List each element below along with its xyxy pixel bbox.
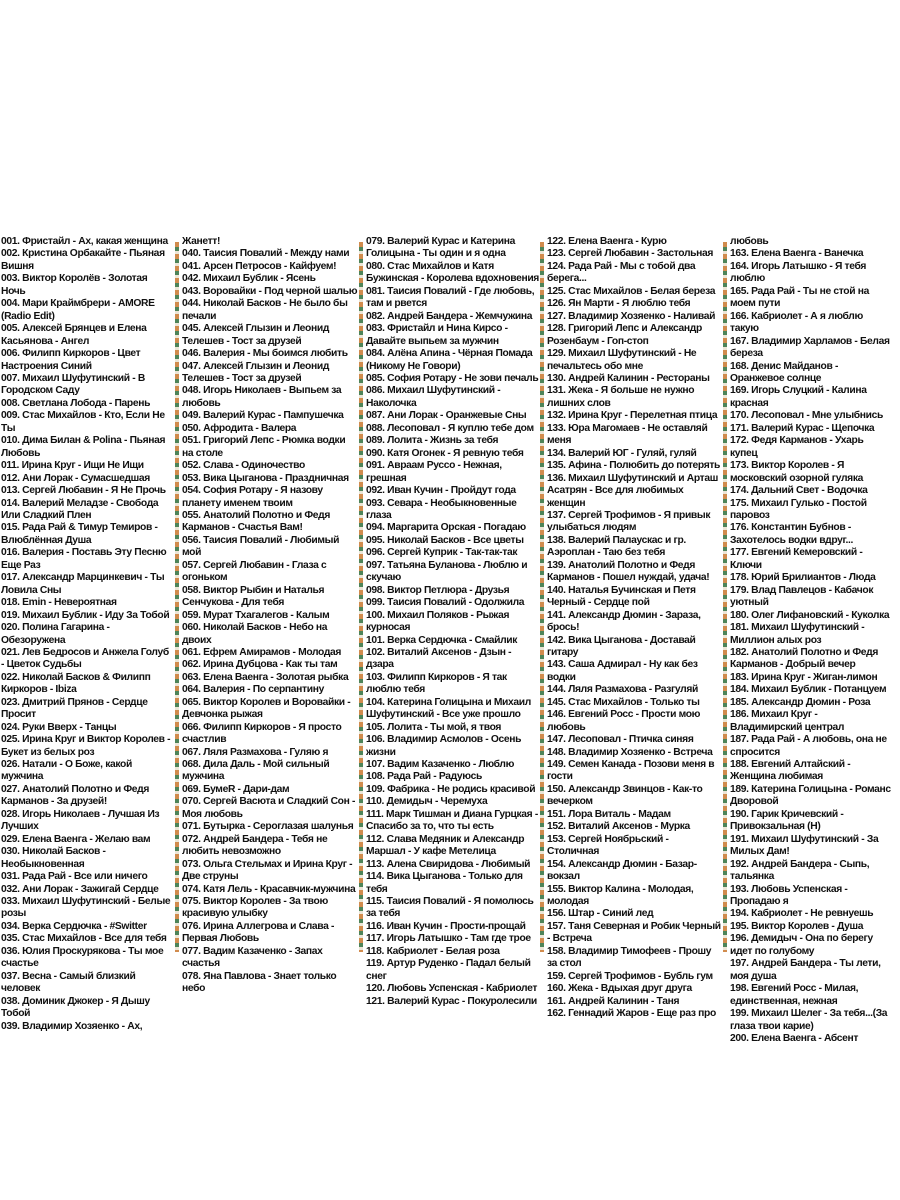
track-entry: 200. Елена Ваенга - Абсент xyxy=(730,1033,859,1044)
track-entry: 137. Сергей Трофимов - Я привык улыбаться людям xyxy=(547,509,711,534)
track-entry: 152. Виталий Аксенов - Мурка xyxy=(547,821,690,833)
track-entry: 119. Артур Руденко - Падал белый снег xyxy=(366,958,531,982)
track-entry: 063. Елена Ваенга - Золотая рыбка xyxy=(182,671,349,683)
track-entry: 117. Игорь Латышко - Там где трое xyxy=(366,933,531,945)
track-entry: 199. Михаил Шелег - За тебя...(За глаза твои карие) xyxy=(730,1008,888,1032)
track-entry: 079. Валерий Курас и Катерина Голицына - Ты один и я одна xyxy=(366,236,515,260)
track-entry: 103. Филипп Киркоров - Я так люблю тебя xyxy=(366,671,507,696)
track-entry: 075. Виктор Королев - За твою красивую улыбку xyxy=(182,896,328,920)
track-entry: 175. Михаил Гулько - Постой паровоз xyxy=(730,497,867,521)
track-entry: 158. Владимир Тимофеев - Прошу за стол xyxy=(547,945,712,970)
track-entry: 073. Ольга Стельмах и Ирина Круг - Две струны xyxy=(182,858,353,883)
track-entry: 032. Ани Лорак - Зажигай Сердце xyxy=(1,883,159,895)
track-entry: 008. Светлана Лобода - Парень xyxy=(1,397,151,409)
track-entry: 060. Николай Басков - Небо на двоих xyxy=(182,622,328,646)
track-entry: 163. Елена Ваенга - Ванечка xyxy=(730,248,864,260)
track-entry: 028. Игорь Николаев - Лучшая Из Лучших xyxy=(1,808,160,833)
track-entry: 077. Вадим Казаченко - Запах счастья xyxy=(182,945,323,970)
track-entry: 129. Михаил Шуфутинский - Не печальтесь обо мне xyxy=(547,348,697,372)
track-entry: 173. Виктор Королев - Я московский озорной гуляка xyxy=(730,460,863,484)
track-entry: 157. Таня Северная и Робик Черный - Встреча xyxy=(547,920,721,945)
track-entry: 166. Кабриолет - А я люблю такую xyxy=(730,310,863,335)
track-entry: 159. Сергей Трофимов - Бубль гум xyxy=(547,970,713,982)
track-entry: 011. Ирина Круг - Ищи Не Ищи xyxy=(1,460,144,472)
track-entry: 084. Алёна Апина - Чёрная Помада (Никому Не Говори) xyxy=(366,348,533,372)
tracklist-column-1 xyxy=(1,236,182,1032)
track-entry: 074. Катя Лель - Красавчик-мужчина xyxy=(182,883,356,895)
track-entry: 114. Вика Цыганова - Только для тебя xyxy=(366,871,523,895)
track-entry: 188. Евгений Алтайский - Женщина любимая xyxy=(730,759,851,783)
track-entry: 160. Жека - Вдыхая друг друга xyxy=(547,983,692,995)
track-entry: 038. Доминик Джокер - Я Дышу Тобой xyxy=(1,995,150,1020)
track-entry: 144. Ляля Размахова - Разгуляй xyxy=(547,684,698,696)
track-entry: 050. Афродита - Валера xyxy=(182,422,297,434)
track-entry: 177. Евгений Кемеровский - Ключи xyxy=(730,547,863,571)
track-entry: 101. Верка Сердючка - Смайлик xyxy=(366,634,518,646)
track-entry: 065. Виктор Королев и Воровайки - Девчонка рыжая xyxy=(182,696,351,721)
tracklist-column-5 xyxy=(730,236,899,1044)
track-entry: 109. Фабрика - Не родись красивой xyxy=(366,783,536,795)
track-entry: 124. Рада Рай - Мы с тобой два берега... xyxy=(547,260,696,285)
track-entry: 176. Константин Бубнов - Захотелось водки вдруг... xyxy=(730,522,853,546)
track-entry: 106. Владимир Асмолов - Осень жизни xyxy=(366,734,522,758)
track-entry: 116. Иван Кучин - Прости-прощай xyxy=(366,920,526,932)
track-entry: 016. Валерия - Поставь Эту Песню Еще Раз xyxy=(1,547,167,571)
track-entry: 062. Ирина Дубцова - Как ты там xyxy=(182,659,338,671)
track-entry: 182. Анатолий Полотно и Федя Карманов - Добрый вечер xyxy=(730,646,879,671)
track-entry: 115. Таисия Повалий - Я помолюсь за тебя xyxy=(366,896,534,920)
track-entry: 169. Игорь Слуцкий - Калина красная xyxy=(730,385,867,409)
track-entry: 078. Яна Павлова - Знает только небо xyxy=(182,970,337,995)
track-entry: 091. Авраам Руссо - Нежная, грешная xyxy=(366,460,502,484)
track-entry: 155. Виктор Калина - Молодая, молодая xyxy=(547,883,694,908)
track-entry: 031. Рада Рай - Все или ничего xyxy=(1,871,148,883)
tracklist xyxy=(1,236,899,1044)
track-entry: 089. Лолита - Жизнь за тебя xyxy=(366,435,499,447)
track-entry: Жанетт! xyxy=(182,236,221,247)
track-entry: 131. Жека - Я больше не нужно лишних слов xyxy=(547,385,695,409)
track-entry: 022. Николай Басков & Филипп Киркоров - Ibiza xyxy=(1,671,151,696)
track-entry: 081. Таисия Повалий - Где любовь, там и рвется xyxy=(366,285,535,310)
track-entry: 161. Андрей Калинин - Таня xyxy=(547,995,680,1007)
track-entry: 034. Верка Сердючка - #Switter xyxy=(1,920,147,932)
track-entry: 007. Михаил Шуфутинский - В Городском Саду xyxy=(1,372,145,397)
track-entry: 061. Ефрем Амирамов - Молодая xyxy=(182,646,342,658)
track-entry: 001. Фристайл - Ах, какая женщина xyxy=(1,236,168,247)
track-entry: 191. Михаил Шуфутинский - За Милых Дам! xyxy=(730,833,879,858)
track-entry: 184. Михаил Бублик - Потанцуем xyxy=(730,684,887,696)
track-entry: 127. Владимир Хозяенко - Наливай xyxy=(547,310,716,322)
track-entry: 058. Виктор Рыбин и Наталья Сенчукова - Для тебя xyxy=(182,584,325,609)
track-entry: 192. Андрей Бандера - Сыпь, тальянка xyxy=(730,858,870,883)
track-entry: 036. Юлия Проскурякова - Ты мое счастье xyxy=(1,945,164,970)
track-entry: 048. Игорь Николаев - Выпьем за любовь xyxy=(182,385,342,409)
track-entry: 140. Наталья Бучинская и Петя Черный - Сердце пой xyxy=(547,584,696,609)
track-entry: 185. Александр Дюмин - Роза xyxy=(730,696,871,708)
track-entry: 086. Михаил Шуфутинский - Наколочка xyxy=(366,385,501,409)
track-entry: 098. Виктор Петлюра - Друзья xyxy=(366,584,510,596)
track-entry: 057. Сергей Любавин - Глаза с огоньком xyxy=(182,559,327,584)
track-entry: 170. Лесоповал - Мне улыбнись xyxy=(730,410,883,422)
track-entry: 013. Сергей Любавин - Я Не Прочь xyxy=(1,485,166,497)
track-entry: 020. Полина Гагарина - Обезоружена xyxy=(1,622,110,646)
tracklist-column-2 xyxy=(182,236,366,995)
track-entry: 039. Владимир Хозяенко - Ах, xyxy=(1,1020,143,1032)
track-entry: 190. Гарик Кричевский - Привокзальная (Н) xyxy=(730,808,844,833)
track-entry: 122. Елена Ваенга - Курю xyxy=(547,236,667,247)
track-entry: 064. Валерия - По серпантину xyxy=(182,684,324,696)
track-entry: 189. Катерина Голицына - Романс Дворовой xyxy=(730,783,891,808)
track-entry: 108. Рада Рай - Радуюсь xyxy=(366,771,482,783)
track-entry: 197. Андрей Бандера - Ты лети, моя душа xyxy=(730,958,881,982)
track-entry: 147. Лесоповал - Птичка синяя xyxy=(547,734,694,746)
track-entry: 042. Михаил Бублик - Ясень xyxy=(182,273,316,285)
track-entry: 014. Валерий Меладзе - Свобода Или Сладкий Плен xyxy=(1,497,159,521)
track-entry: 110. Демидыч - Черемуха xyxy=(366,796,488,808)
track-entry: 148. Владимир Хозяенко - Встреча xyxy=(547,746,713,758)
track-entry: 112. Слава Медяник и Александр Маршал - У кафе Метелица xyxy=(366,833,525,858)
track-entry: 154. Александр Дюмин - Базар-вокзал xyxy=(547,858,697,883)
track-entry: 023. Дмитрий Прянов - Сердце Просит xyxy=(1,696,148,721)
track-entry: 167. Владимир Харламов - Белая береза xyxy=(730,335,890,360)
track-entry: 046. Валерия - Мы боимся любить xyxy=(182,348,348,360)
track-entry: 135. Афина - Полюбить до потерять xyxy=(547,460,721,472)
track-entry: 151. Лора Виталь - Мадам xyxy=(547,808,671,820)
track-entry: 053. Вика Цыганова - Праздничная xyxy=(182,472,349,484)
track-entry: 067. Ляля Размахова - Гуляю я xyxy=(182,746,329,758)
track-entry: 153. Сергей Ноябрьский - Столичная xyxy=(547,833,669,858)
track-entry: 118. Кабриолет - Белая роза xyxy=(366,945,500,957)
track-entry: 066. Филипп Киркоров - Я просто счастлив xyxy=(182,721,342,746)
track-entry: 123. Сергей Любавин - Застольная xyxy=(547,248,714,260)
track-entry: 130. Андрей Калинин - Рестораны xyxy=(547,372,710,384)
track-entry: 027. Анатолий Полотно и Федя Карманов - За друзей! xyxy=(1,783,150,808)
track-entry: 071. Бутырка - Сероглазая шалунья xyxy=(182,821,354,833)
track-entry: 083. Фристайл и Нина Кирсо - Давайте выпьем за мужчин xyxy=(366,323,508,347)
track-entry: 030. Николай Басков - Необыкновенная xyxy=(1,846,106,870)
track-entry: 128. Григорий Лепс и Александр Розенбаум - Гоп-стоп xyxy=(547,323,702,347)
track-entry: 076. Ирина Аллегрова и Слава - Первая Любовь xyxy=(182,920,335,945)
track-entry: 133. Юра Магомаев - Не оставляй меня xyxy=(547,422,708,447)
track-entry: 045. Алексей Глызин и Леонид Телешев - Тост за друзей xyxy=(182,323,330,347)
track-entry: 093. Севара - Необыкновенные глаза xyxy=(366,497,517,521)
track-entry: 178. Юрий Брилиантов - Люда xyxy=(730,572,876,584)
track-entry: 195. Виктор Королев - Душа xyxy=(730,920,864,932)
track-entry: 044. Николай Басков - Не было бы печали xyxy=(182,298,348,322)
track-entry: 005. Алексей Брянцев и Елена Касьянова - Ангел xyxy=(1,323,147,347)
track-entry: 168. Денис Майданов - Оранжевое солнце xyxy=(730,360,839,384)
track-entry: 003. Виктор Королёв - Золотая Ночь xyxy=(1,273,148,297)
track-entry: 198. Евгений Росс - Милая, единственная, нежная xyxy=(730,983,859,1007)
track-entry: 146. Евгений Росс - Прости мою любовь xyxy=(547,709,701,733)
track-entry: 165. Рада Рай - Ты не стой на моем пути xyxy=(730,285,869,310)
track-entry: 094. Маргарита Орская - Погадаю xyxy=(366,522,526,534)
track-entry: 087. Ани Лорак - Оранжевые Сны xyxy=(366,410,527,422)
track-entry: 136. Михаил Шуфутинский и Арташ Асатрян - Все для любимых женщин xyxy=(547,472,718,509)
track-entry: 156. Штар - Синий лед xyxy=(547,908,654,920)
track-entry: 164. Игорь Латышко - Я тебя люблю xyxy=(730,260,866,285)
track-entry: 150. Александр Звинцов - Как-то вечерком xyxy=(547,783,703,808)
track-entry: 054. София Ротару - Я назову планету именем твоим xyxy=(182,485,323,509)
track-entry: 132. Ирина Круг - Перелетная птица xyxy=(547,410,718,422)
track-entry: 056. Таисия Повалий - Любимый мой xyxy=(182,534,340,559)
column-divider-stripe xyxy=(540,242,544,952)
track-entry: 100. Михаил Поляков - Рыжая курносая xyxy=(366,609,510,634)
track-entry: 107. Вадим Казаченко - Люблю xyxy=(366,759,515,771)
tracklist-column-3 xyxy=(366,236,547,1007)
track-entry: 092. Иван Кучин - Пройдут года xyxy=(366,485,516,497)
track-entry: 183. Ирина Круг - Жиган-лимон xyxy=(730,671,878,683)
track-entry: 162. Геннадий Жаров - Еще раз про xyxy=(547,1008,716,1020)
column-divider-stripe xyxy=(723,242,727,952)
track-entry: 193. Любовь Успенская - Пропадаю я xyxy=(730,883,848,908)
track-entry: 019. Михаил Бублик - Иду За Тобой xyxy=(1,609,170,621)
track-entry: 149. Семен Канада - Позови меня в гости xyxy=(547,759,715,783)
track-entry: 187. Рада Рай - А любовь, она не спросится xyxy=(730,734,887,758)
track-entry: 004. Мари Краймбрери - AMORE (Radio Edit) xyxy=(1,298,155,322)
track-entry: 186. Михаил Круг - Владимирский централ xyxy=(730,709,845,733)
track-entry: 033. Михаил Шуфутинский - Белые розы xyxy=(1,896,171,920)
track-entry: 180. Олег Лифановский - Куколка xyxy=(730,609,890,621)
track-entry: 049. Валерий Курас - Пампушечка xyxy=(182,410,344,422)
track-entry: 051. Григорий Лепс - Рюмка водки на столе xyxy=(182,435,346,459)
track-entry: любовь xyxy=(730,236,769,247)
track-entry: 181. Михаил Шуфутинский - Миллион алых роз xyxy=(730,622,865,646)
track-entry: 174. Дальний Свет - Водочка xyxy=(730,485,868,497)
track-entry: 121. Валерий Курас - Покуролесили xyxy=(366,995,537,1007)
track-entry: 052. Слава - Одиночество xyxy=(182,460,305,472)
track-entry: 069. БумеR - Дари-дам xyxy=(182,783,290,795)
track-entry: 102. Виталий Аксенов - Дзын - дзара xyxy=(366,646,512,671)
track-entry: 096. Сергей Куприк - Так-так-так xyxy=(366,547,518,559)
track-entry: 055. Анатолий Полотно и Федя Карманов - Счастья Вам! xyxy=(182,509,331,534)
track-entry: 125. Стас Михайлов - Белая береза xyxy=(547,285,716,297)
track-entry: 196. Демидыч - Она по берегу идет по голубому xyxy=(730,933,873,957)
track-entry: 085. София Ротару - Не зови печаль xyxy=(366,372,539,384)
track-entry: 105. Лолита - Ты мой, я твоя xyxy=(366,721,502,733)
track-entry: 035. Стас Михайлов - Все для тебя xyxy=(1,933,167,945)
track-entry: 015. Рада Рай & Тимур Темиров - Влюблённая Душа xyxy=(1,522,158,546)
track-entry: 120. Любовь Успенская - Кабриолет xyxy=(366,983,538,995)
track-entry: 002. Кристина Орбакайте - Пьяная Вишня xyxy=(1,248,165,272)
track-entry: 025. Ирина Круг и Виктор Королев - Букет из белых роз xyxy=(1,734,171,758)
track-entry: 172. Федя Карманов - Ухарь купец xyxy=(730,435,864,459)
track-entry: 021. Лев Бедросов и Анжела Голуб - Цветок Судьбы xyxy=(1,646,169,671)
track-entry: 138. Валерий Палаускас и гр. Аэроплан - Таю без тебя xyxy=(547,534,686,559)
track-entry: 043. Воровайки - Под черной шалью xyxy=(182,285,358,297)
track-entry: 037. Весна - Самый близкий человек xyxy=(1,970,136,995)
track-entry: 090. Катя Огонек - Я ревную тебя xyxy=(366,447,524,459)
track-entry: 009. Стас Михайлов - Кто, Если Не Ты xyxy=(1,410,165,434)
track-entry: 171. Валерий Курас - Щепочка xyxy=(730,422,875,434)
track-entry: 139. Анатолий Полотно и Федя Карманов - Пошел нуждай, удача! xyxy=(547,559,710,584)
track-entry: 088. Лесоповал - Я куплю тебе дом xyxy=(366,422,534,434)
track-entry: 097. Татьяна Буланова - Люблю и скучаю xyxy=(366,559,528,584)
track-entry: 134. Валерий ЮГ - Гуляй, гуляй xyxy=(547,447,697,459)
track-entry: 179. Влад Павлецов - Кабачок уютный xyxy=(730,584,874,609)
track-entry: 026. Натали - О Боже, какой мужчина xyxy=(1,759,132,783)
track-entry: 029. Елена Ваенга - Желаю вам xyxy=(1,833,151,845)
track-entry: 072. Андрей Бандера - Тебя не любить невозможно xyxy=(182,833,328,858)
column-divider-stripe xyxy=(175,242,179,952)
track-entry: 142. Вика Цыганова - Доставай гитару xyxy=(547,634,696,658)
track-entry: 082. Андрей Бандера - Жемчужина xyxy=(366,310,533,322)
track-entry: 111. Марк Тишман и Диана Гурцкая - Спасибо за то, что ты есть xyxy=(366,808,538,833)
track-entry: 080. Стас Михайлов и Катя Бужинская - Королева вдохновения xyxy=(366,260,539,285)
track-entry: 099. Таисия Повалий - Одолжила xyxy=(366,597,525,609)
track-entry: 047. Алексей Глызин и Леонид Телешев - Тост за друзей xyxy=(182,360,330,384)
track-entry: 194. Кабриолет - Не ревнуешь xyxy=(730,908,874,920)
track-entry: 141. Александр Дюмин - Зараза, брось! xyxy=(547,609,701,634)
track-entry: 095. Николай Басков - Все цветы xyxy=(366,534,524,546)
track-entry: 126. Ян Марти - Я люблю тебя xyxy=(547,298,691,310)
track-entry: 010. Дима Билан & Polina - Пьяная Любовь xyxy=(1,435,166,459)
track-entry: 104. Катерина Голицына и Михаил Шуфутинский - Все уже прошло xyxy=(366,696,531,721)
track-entry: 040. Таисия Повалий - Между нами xyxy=(182,248,350,260)
track-entry: 041. Арсен Петросов - Кайфуем! xyxy=(182,260,337,272)
track-entry: 012. Ани Лорак - Сумасшедшая xyxy=(1,472,150,484)
column-divider-stripe xyxy=(359,242,363,952)
track-entry: 024. Руки Вверх - Танцы xyxy=(1,721,117,733)
track-entry: 143. Саша Адмирал - Ну как без водки xyxy=(547,659,698,683)
track-entry: 070. Сергей Васюта и Сладкий Сон - Моя любовь xyxy=(182,796,356,820)
track-entry: 059. Мурат Тхагалегов - Калым xyxy=(182,609,330,621)
track-entry: 017. Александр Марцинкевич - Ты Ловила Сны xyxy=(1,572,165,596)
track-entry: 145. Стас Михайлов - Только ты xyxy=(547,696,700,708)
tracklist-column-4 xyxy=(547,236,730,1020)
track-entry: 018. Emin - Невероятная xyxy=(1,597,117,609)
track-entry: 068. Дилa Даль - Мой сильный мужчина xyxy=(182,759,330,783)
track-entry: 006. Филипп Киркоров - Цвет Настроения Синий xyxy=(1,348,141,372)
track-entry: 113. Алена Свиридова - Любимый xyxy=(366,858,531,870)
